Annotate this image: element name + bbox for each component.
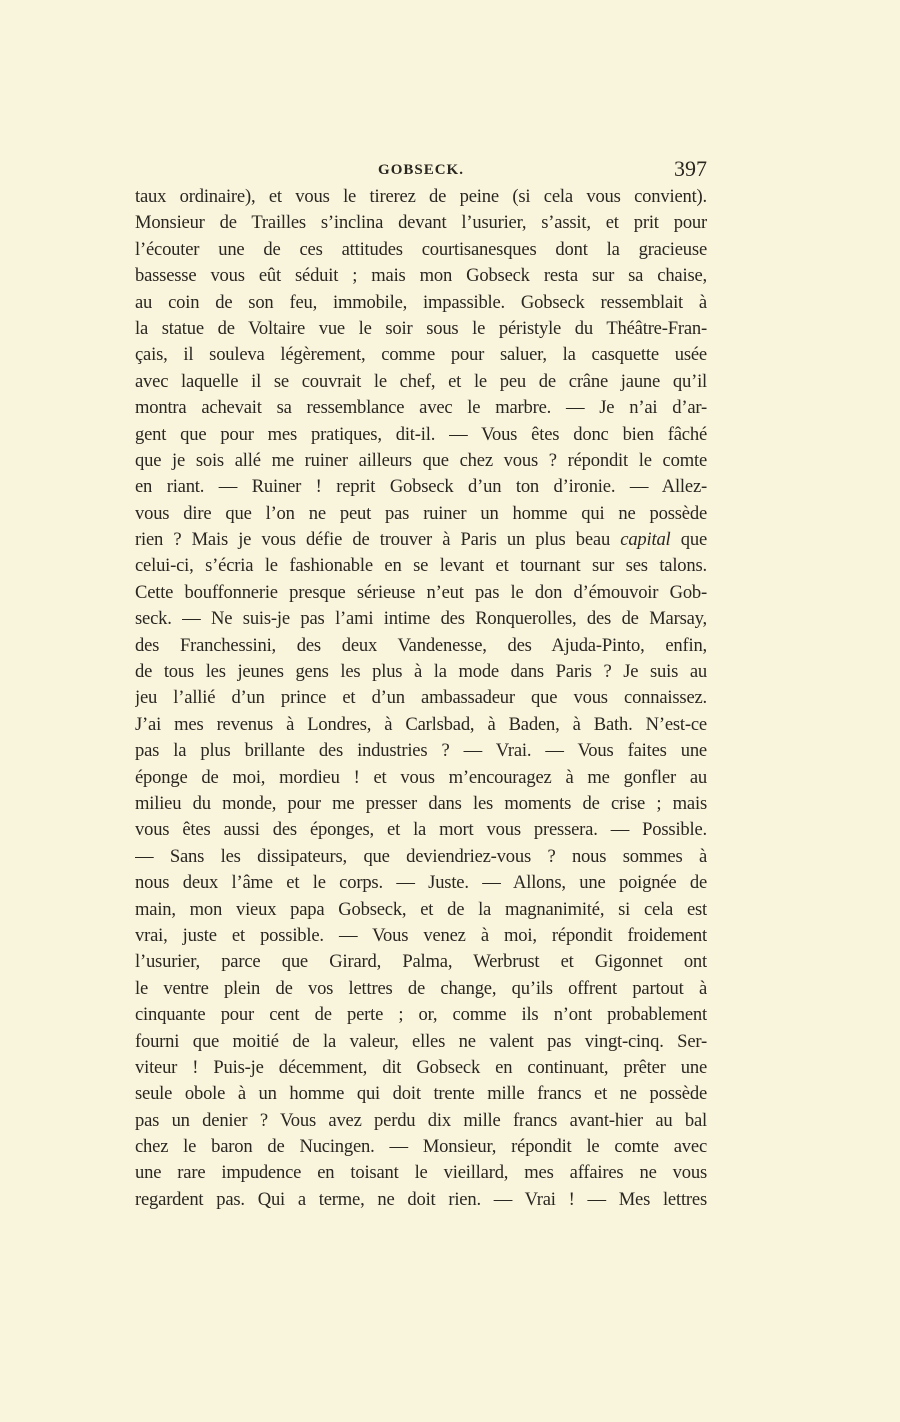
- text-line: celui-ci, s’écria le fashionable en se levant et tournant sur ses talons.: [135, 555, 707, 577]
- italic-word: capital: [620, 529, 671, 551]
- text-line: taux ordinaire), et vous le tirerez de peine (si cela vous convient).: [135, 186, 707, 207]
- text-line: fourni que moitié de la valeur, elles ne valent pas vingt-cinq. Ser-: [135, 1030, 707, 1052]
- text-line: bassesse vous eût séduit ; mais mon Gobseck resta sur sa chaise,: [135, 265, 707, 287]
- running-title: GOBSECK.: [378, 162, 464, 178]
- text-line: çais, il souleva légèrement, comme pour saluer, la casquette usée: [135, 344, 707, 366]
- text-line: l’usurier, parce que Girard, Palma, Werbrust et Gigonnet ont: [135, 951, 707, 973]
- text-line: en riant. — Ruiner ! reprit Gobseck d’un ton d’ironie. — Allez-: [135, 476, 707, 498]
- page-number: 397: [674, 156, 707, 181]
- text-line: regardent pas. Qui a terme, ne doit rien. — Vrai ! — Mes lettres: [135, 1188, 707, 1210]
- text-line: le ventre plein de vos lettres de change, qu’ils offrent partout à: [135, 977, 707, 999]
- text-line: que je sois allé me ruiner ailleurs que chez vous ? répondit le comte: [135, 449, 707, 471]
- text-line: au coin de son feu, immobile, impassible. Gobseck ressemblait à: [135, 291, 707, 313]
- text-line: [135, 527, 707, 553]
- text-line: une rare impudence en toisant le vieillard, mes affaires ne vous: [135, 1162, 707, 1184]
- text-line: avec laquelle il se couvrait le chef, et le peu de crâne jaune qu’il: [135, 370, 707, 392]
- text-line: pas la plus brillante des industries ? — Vrai. — Vous faites une: [135, 740, 707, 762]
- text-span: que: [670, 529, 707, 551]
- page-header: [135, 156, 707, 184]
- text-line: éponge de moi, mordieu ! et vous m’encouragez à me gonfler au: [135, 766, 707, 788]
- text-line: des Franchessini, des deux Vandenesse, des Ajuda-Pinto, enfin,: [135, 634, 707, 656]
- text-line: vrai, juste et possible. — Vous venez à moi, répondit froidement: [135, 924, 707, 946]
- text-line: gent que pour mes pratiques, dit-il. — Vous êtes donc bien fâché: [135, 423, 707, 445]
- text-line: nous deux l’âme et le corps. — Juste. — Allons, une poignée de: [135, 872, 707, 894]
- text-line: cinquante pour cent de perte ; or, comme ils n’ont probablement: [135, 1004, 707, 1026]
- text-span: rien ? Mais je vous défie de trouver à Paris un plus beau: [135, 529, 621, 551]
- text-line: milieu du monde, pour me presser dans les moments de crise ; mais: [135, 792, 707, 814]
- text-line: montra achevait sa ressemblance avec le marbre. — Je n’ai d’ar-: [135, 397, 707, 419]
- text-line: pas un denier ? Vous avez perdu dix mille francs avant-hier au bal: [135, 1109, 707, 1131]
- text-line: l’écouter une de ces attitudes courtisanesques dont la gracieuse: [135, 238, 707, 260]
- text-line: vous dire que l’on ne peut pas ruiner un homme qui ne possède: [135, 502, 707, 524]
- text-line: chez le baron de Nucingen. — Monsieur, répondit le comte avec: [135, 1136, 707, 1158]
- text-line: jeu l’allié d’un prince et d’un ambassadeur que vous connaissez.: [135, 687, 707, 709]
- text-line: de tous les jeunes gens les plus à la mode dans Paris ? Je suis au: [135, 661, 707, 683]
- text-line: vous êtes aussi des éponges, et la mort vous pressera. — Possible.: [135, 819, 707, 841]
- body-text: [135, 184, 707, 1213]
- text-line: — Sans les dissipateurs, que deviendriez-vous ? nous sommes à: [135, 845, 707, 867]
- text-line: Cette bouffonnerie presque sérieuse n’eut pas le don d’émouvoir Gob-: [135, 581, 707, 603]
- text-line: J’ai mes revenus à Londres, à Carlsbad, à Baden, à Bath. N’est-ce: [135, 713, 707, 735]
- text-line: main, mon vieux papa Gobseck, et de la magnanimité, si cela est: [135, 898, 707, 920]
- text-line: viteur ! Puis-je décemment, dit Gobseck en continuant, prêter une: [135, 1056, 707, 1078]
- text-line: la statue de Voltaire vue le soir sous le péristyle du Théâtre-Fran-: [135, 317, 707, 339]
- text-line: seck. — Ne suis-je pas l’ami intime des Ronquerolles, des de Marsay,: [135, 608, 707, 630]
- text-line: seule obole à un homme qui doit trente mille francs et ne possède: [135, 1083, 707, 1105]
- text-line: Monsieur de Trailles s’inclina devant l’usurier, s’assit, et prit pour: [135, 212, 707, 234]
